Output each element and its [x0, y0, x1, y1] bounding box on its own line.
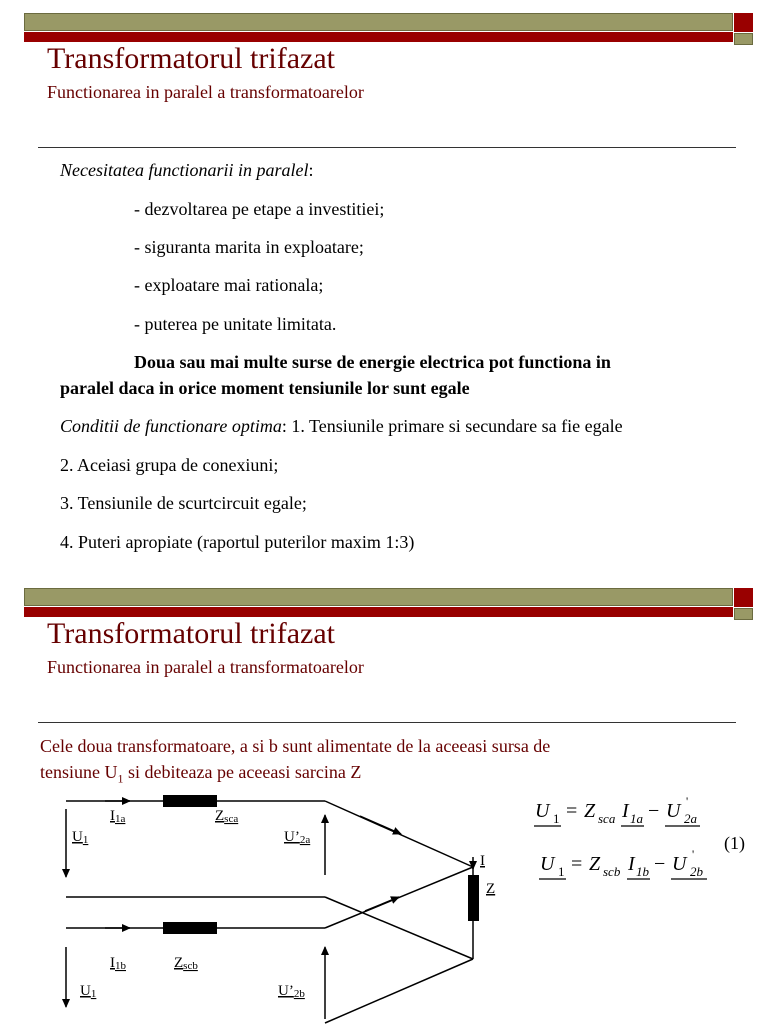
- svg-text:Z: Z: [584, 800, 596, 822]
- header-square-red: [734, 588, 753, 607]
- impedance-zsca: [163, 795, 217, 807]
- label-u1-bottom: U1: [80, 983, 97, 1000]
- svg-text:U: U: [666, 800, 681, 822]
- svg-text:1: 1: [553, 811, 560, 826]
- slide-2: [0, 575, 768, 1024]
- svg-text:sca: sca: [598, 811, 616, 826]
- condition-item: 2. Aceiasi grupa de conexiuni;: [60, 455, 279, 475]
- svg-text:−: −: [648, 800, 660, 822]
- header-bar-olive: [24, 588, 733, 606]
- wire-middle-to-load: [325, 897, 473, 959]
- slide-subtitle: Functionarea in paralel a transformatoarelor: [47, 657, 364, 677]
- bullet-item: - dezvoltarea pe etape a investitiei;: [134, 199, 385, 219]
- svg-text:=: =: [571, 853, 583, 875]
- label-u1-top: U1: [72, 829, 89, 846]
- flow-arrow-bottom: [365, 897, 399, 911]
- svg-text:U: U: [672, 853, 687, 875]
- condition-item: 4. Puteri apropiate (raportul puterilor maxim 1:3): [60, 532, 415, 552]
- svg-text:U: U: [540, 853, 555, 875]
- necessity-label: Necesitatea functionarii in paralel: [60, 160, 309, 180]
- necessity-heading: [60, 160, 313, 181]
- conditions-label: Conditii de functionare optima: [60, 416, 282, 436]
- equation-a: [534, 794, 700, 826]
- equations: [520, 785, 768, 895]
- svg-text:I: I: [628, 853, 635, 875]
- slide-subtitle: Functionarea in paralel a transformatoarelor: [47, 82, 364, 102]
- svg-text:1b: 1b: [636, 864, 649, 879]
- svg-text:': ': [686, 794, 689, 808]
- svg-text:': ': [692, 847, 695, 861]
- svg-text:U: U: [535, 800, 550, 822]
- svg-text:2a: 2a: [684, 811, 697, 826]
- equation-number: (1): [724, 833, 745, 853]
- label-u2b: U’2b: [278, 983, 305, 1000]
- circuit-diagram: [0, 785, 520, 1024]
- necessity-colon: :: [308, 160, 314, 180]
- parallel-condition-line-2: paralel daca in orice moment tensiunile lor sunt egale: [60, 378, 470, 398]
- bullet-item: - puterea pe unitate limitata.: [134, 314, 337, 334]
- wire-lower-to-load: [325, 959, 473, 1023]
- intro-text-a: tensiune U: [40, 762, 118, 782]
- svg-text:2b: 2b: [690, 864, 703, 879]
- svg-text:1a: 1a: [630, 811, 643, 826]
- label-i1b: I1b: [110, 955, 126, 972]
- conditions-line: [60, 416, 623, 437]
- svg-text:1: 1: [558, 864, 565, 879]
- intro-subscript: 1: [117, 771, 124, 786]
- header-square-red: [734, 13, 753, 32]
- parallel-condition-line-1: Doua sau mai multe surse de energie electrica pot functiona in: [134, 352, 611, 372]
- header-bar-red: [24, 607, 733, 617]
- label-z: Z: [486, 881, 496, 897]
- intro-line-2: [40, 762, 361, 787]
- label-zscb: Zscb: [174, 955, 198, 972]
- condition-item: 3. Tensiunile de scurtcircuit egale;: [60, 493, 307, 513]
- bullet-item: - siguranta marita in exploatare;: [134, 237, 364, 257]
- svg-text:scb: scb: [603, 864, 621, 879]
- svg-text:−: −: [654, 853, 666, 875]
- label-zsca: Zsca: [215, 808, 239, 825]
- intro-text-b: si debiteaza pe aceeasi sarcina Z: [123, 762, 362, 782]
- title-divider: [38, 147, 736, 148]
- svg-text:I: I: [622, 800, 629, 822]
- header-square-olive: [734, 608, 753, 620]
- load-z: [468, 875, 479, 921]
- slide-title: Transformatorul trifazat: [47, 617, 335, 650]
- header-bar-olive: [24, 13, 733, 31]
- label-i: I: [480, 853, 485, 869]
- svg-text:Z: Z: [589, 853, 601, 875]
- label-i1a: I1a: [110, 808, 126, 825]
- title-divider: [38, 722, 736, 723]
- slide-title: Transformatorul trifazat: [47, 42, 335, 75]
- header-bar-red: [24, 32, 733, 42]
- condition-item-1: : 1. Tensiunile primare si secundare sa fie egale: [281, 416, 623, 436]
- label-u2a: U’2a: [284, 829, 311, 846]
- intro-line-1: Cele doua transformatoare, a si b sunt alimentate de la aceeasi sursa de: [40, 736, 551, 756]
- equation-b: [539, 847, 707, 879]
- wire-top-to-load: [325, 801, 473, 867]
- flow-arrow-top: [360, 816, 401, 834]
- impedance-zscb: [163, 922, 217, 934]
- svg-text:=: =: [566, 800, 578, 822]
- bullet-item: - exploatare mai rationala;: [134, 275, 324, 295]
- header-square-olive: [734, 33, 753, 45]
